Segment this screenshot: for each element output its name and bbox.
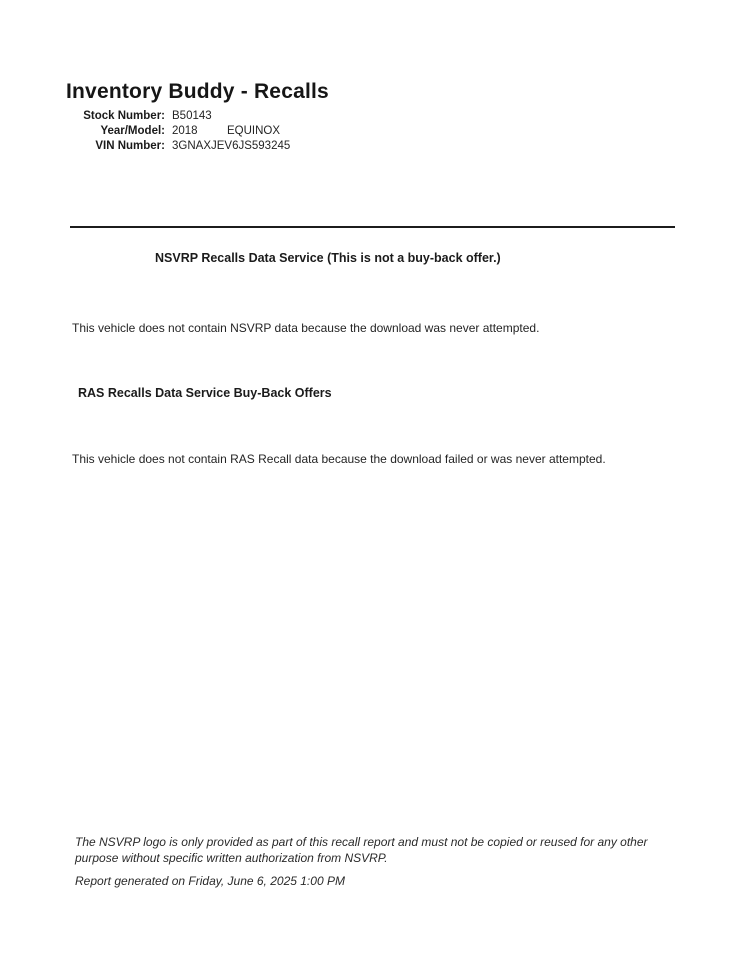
year-value: 2018 [172,125,198,138]
footer-disclaimer-text: The NSVRP logo is only provided as part of this recall report and must not be copied or reused for any other purpose without specific written authorization from NSVRP. [75,835,648,865]
stock-number-label: Stock Number: [83,110,165,122]
ras-section-heading: RAS Recalls Data Service Buy-Back Offers [78,386,332,400]
vin-number-row [62,139,290,154]
model-value: EQUINOX [227,125,281,138]
ras-status-text: This vehicle does not contain RAS Recall data because the download failed or was never attempted. [72,452,606,466]
year-model-label: Year/Model: [100,125,165,138]
page-title: Inventory Buddy - Recalls [66,80,329,103]
vin-number-label: VIN Number: [95,140,165,153]
stock-number-value: B50143 [172,110,212,122]
report-generated-timestamp: Report generated on Friday, June 6, 2025 1:00 PM [75,874,345,888]
divider-line [70,226,675,228]
vehicle-info-block [62,109,290,155]
nsvrp-status-text: This vehicle does not contain NSVRP data because the download was never attempted. [72,321,540,335]
nsvrp-section-heading: NSVRP Recalls Data Service (This is not a buy-back offer.) [155,251,501,265]
vin-number-value: 3GNAXJEV6JS593245 [172,140,291,153]
year-model-row [62,124,290,139]
stock-number-row [62,109,290,124]
